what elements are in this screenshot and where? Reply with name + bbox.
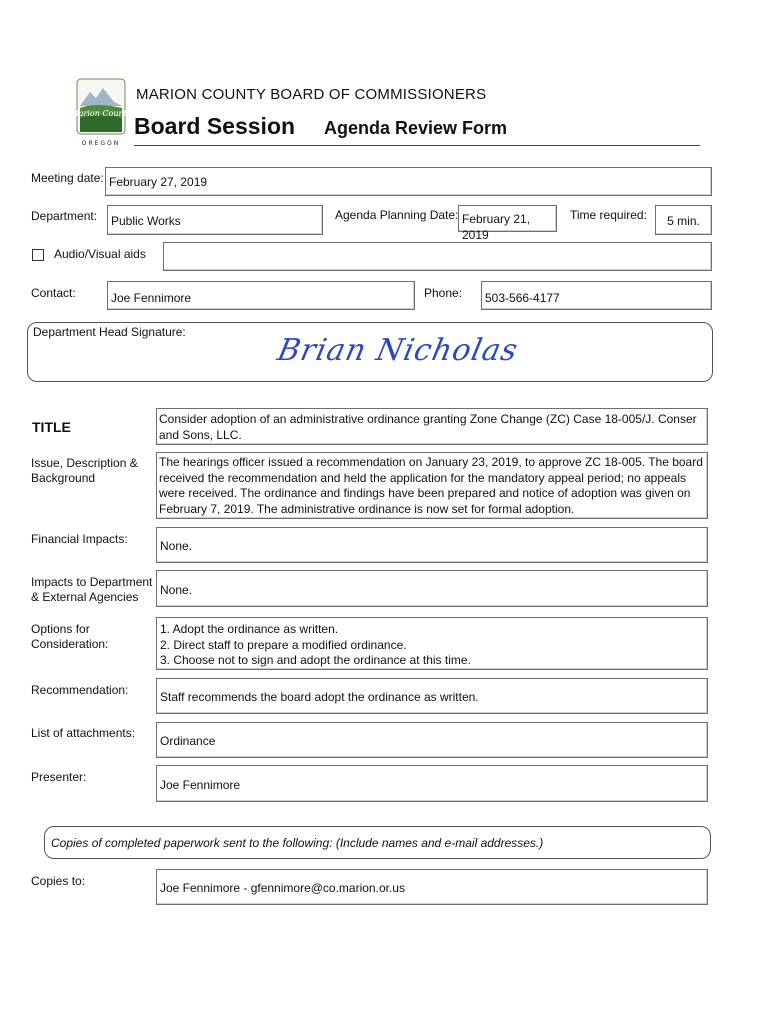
agenda-planning-date-label: Agenda Planning Date: (335, 208, 459, 222)
department-label: Department: (31, 209, 98, 223)
contact-label: Contact: (31, 286, 76, 300)
copies-to-field[interactable] (156, 869, 708, 905)
header-rule (134, 145, 700, 146)
phone-field[interactable] (481, 281, 712, 310)
agenda-planning-date-value: February 21, 2019 (462, 212, 531, 242)
issue-label-line1: Issue, Description & (31, 456, 138, 470)
signature: Brian Nicholas (274, 333, 522, 368)
time-required-label: Time required: (570, 208, 647, 222)
copies-to-value: Joe Fennimore - gfennimore@co.marion.or.us (160, 881, 405, 895)
audio-visual-field[interactable] (163, 242, 712, 271)
audio-visual-checkbox[interactable] (32, 249, 44, 261)
meeting-date-field[interactable] (105, 167, 712, 196)
copies-note-box (44, 826, 711, 859)
form-title: Board Session (134, 113, 296, 139)
meeting-date-label: Meeting date: (31, 171, 104, 185)
financial-impacts-field[interactable] (156, 527, 708, 563)
title-value: Consider adoption of an administrative ordinance granting Zone Change (ZC) Case 18-005/J. Conser and Sons, LLC. (159, 412, 697, 442)
marion-county-logo (70, 78, 132, 148)
audio-visual-label: Audio/Visual aids (54, 247, 146, 261)
issue-label-line2: Background (31, 471, 96, 485)
presenter-label: Presenter: (31, 770, 87, 784)
contact-field[interactable] (107, 281, 415, 310)
signature-area[interactable] (27, 322, 713, 382)
options-field[interactable] (156, 617, 708, 670)
issue-field[interactable] (156, 452, 708, 519)
impacts-field[interactable] (156, 570, 708, 607)
department-value: Public Works (111, 214, 181, 228)
phone-value: 503-566-4177 (485, 291, 560, 305)
impacts-label-line1: Impacts to Department (31, 575, 153, 589)
options-label-line2: Consideration: (31, 637, 109, 651)
phone-label: Phone: (424, 286, 463, 300)
meeting-date-value: February 27, 2019 (109, 175, 208, 189)
agenda-planning-date-field[interactable] (458, 205, 557, 242)
presenter-field[interactable] (156, 765, 708, 802)
attachments-value: Ordinance (160, 734, 216, 748)
logo-state: OREGON (81, 140, 121, 147)
attachments-field[interactable] (156, 722, 708, 758)
option-item: 1. Adopt the ordinance as written. (160, 622, 339, 636)
copies-note: Copies of completed paperwork sent to the following: (Include names and e-mail addresses.) (51, 836, 544, 850)
time-required-value: 5 min. (667, 214, 700, 228)
financial-impacts-label: Financial Impacts: (31, 532, 128, 546)
attachments-label: List of attachments: (31, 726, 136, 740)
impacts-label-line2: & External Agencies (31, 590, 139, 604)
title-field[interactable] (156, 408, 708, 445)
issue-value: The hearings officer issued a recommendation on January 23, 2019, to approve ZC 18-005. The board received the recommendation and held the application for the mandatory appeal period; no appeals were received. The ordinance and findings have been prepared and notice of adoption was given on February 7, 2019. The administrative ordinance is now set for formal adoption. (159, 455, 703, 516)
recommendation-label: Recommendation: (31, 683, 129, 697)
financial-impacts-value: None. (160, 539, 193, 553)
contact-value: Joe Fennimore (111, 291, 192, 305)
dept-head-signature-label: Department Head Signature: (33, 325, 186, 339)
time-required-field[interactable] (655, 205, 712, 235)
option-item: 2. Direct staff to prepare a modified ordinance. (160, 637, 407, 652)
copies-to-label: Copies to: (31, 874, 86, 888)
title-label: TITLE (32, 419, 71, 435)
recommendation-value: Staff recommends the board adopt the ordinance as written. (160, 690, 479, 704)
logo-text: Marion County (70, 109, 132, 118)
department-field[interactable] (107, 205, 323, 235)
recommendation-field[interactable] (156, 678, 708, 714)
form-subtitle: Agenda Review Form (324, 118, 508, 138)
option-item: 3. Choose not to sign and adopt the ordinance at this time. (160, 653, 471, 667)
presenter-value: Joe Fennimore (160, 778, 241, 792)
org-name: MARION COUNTY BOARD OF COMMISSIONERS (136, 86, 487, 103)
options-label-line1: Options for (31, 622, 90, 636)
impacts-value: None. (160, 583, 193, 597)
